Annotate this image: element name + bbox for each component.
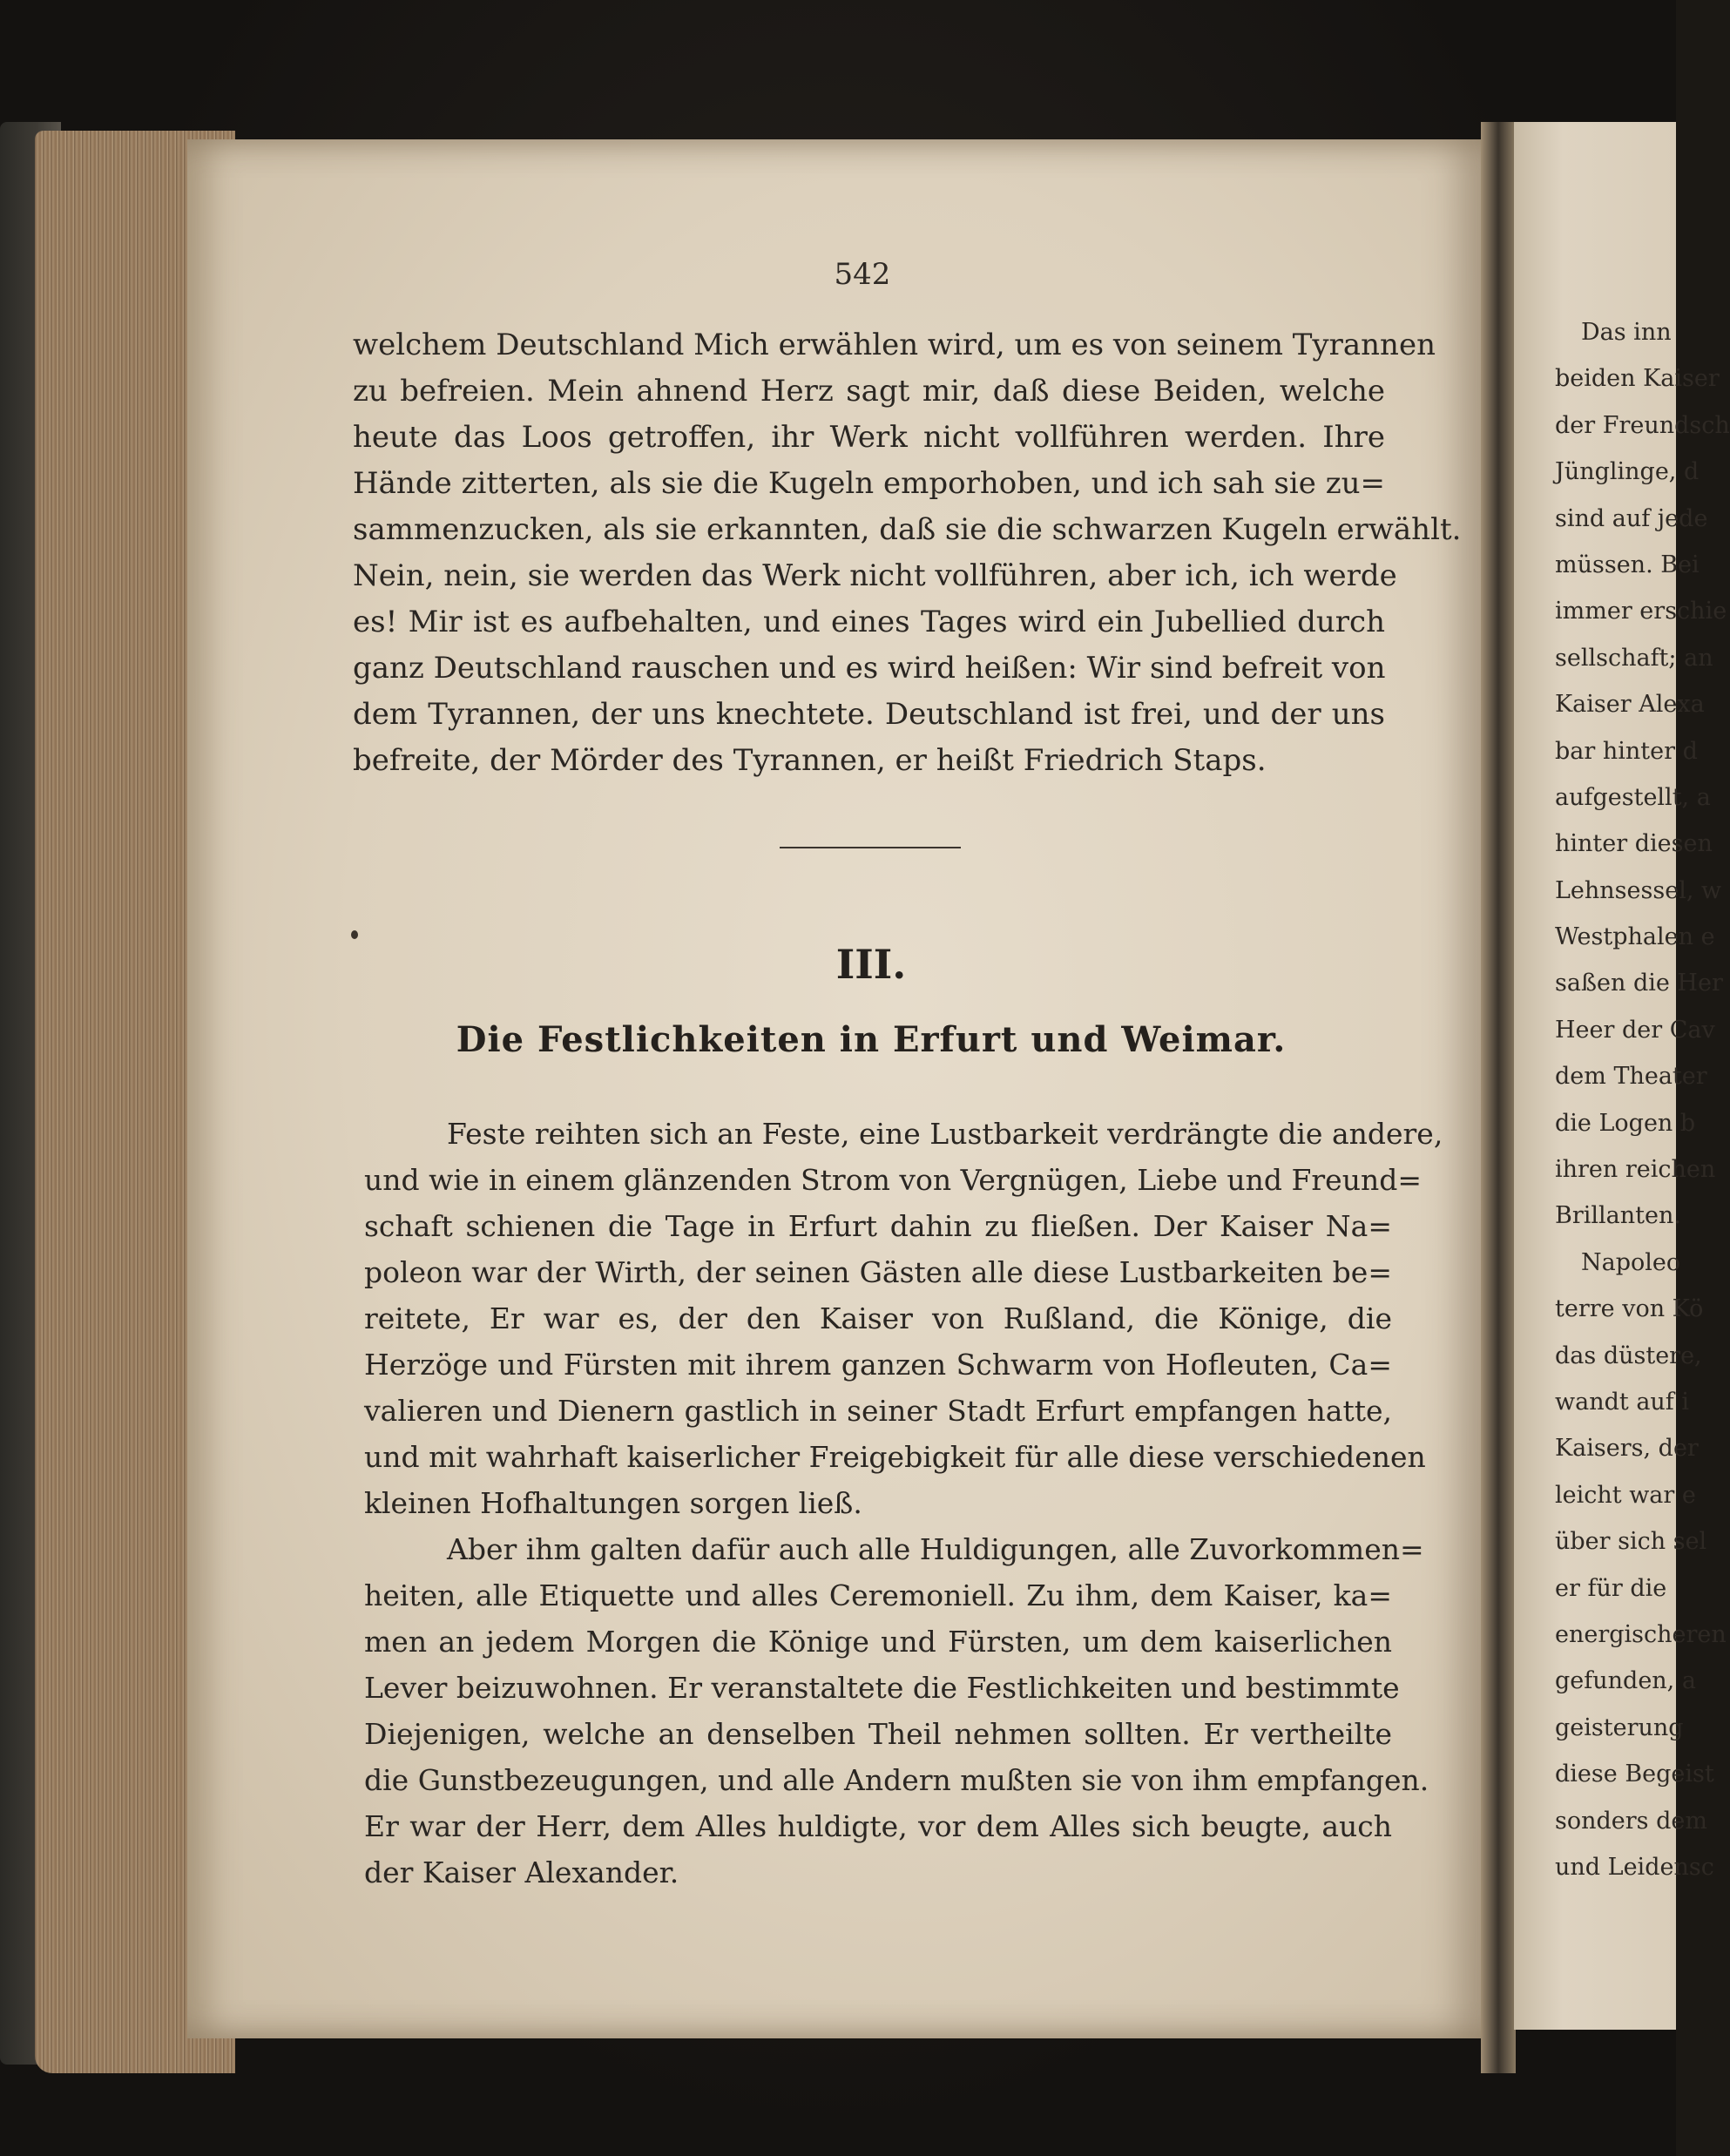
text-line: Hände zitterten, als sie die Kugeln emporhoben, und ich sah sie zu= bbox=[353, 466, 1385, 501]
right-text-line: Kaiser Alexa bbox=[1555, 691, 1705, 719]
text-line: und mit wahrhaft kaiserlicher Freigebigkeit für alle diese verschiedenen bbox=[364, 1440, 1426, 1474]
text-line: kleinen Hofhaltungen sorgen ließ. bbox=[364, 1486, 862, 1520]
book-gutter bbox=[1481, 122, 1516, 2073]
body-text bbox=[364, 1111, 1443, 1896]
right-text-line: sonders dem bbox=[1555, 1807, 1707, 1835]
right-text-line: Jünglinge, d bbox=[1555, 458, 1700, 486]
text-line: reitete, Er war es, der den Kaiser von Rußland, die Könige, die bbox=[364, 1301, 1392, 1335]
text-line: es! Mir ist es aufbehalten, und eines Tages wird ein Jubellied durch bbox=[353, 605, 1385, 639]
text-line: die Gunstbezeugungen, und alle Andern mußten sie von ihm empfangen. bbox=[364, 1763, 1429, 1797]
right-text-line: die Logen b bbox=[1555, 1109, 1696, 1137]
right-text-line: beiden Kaiser bbox=[1555, 365, 1720, 393]
right-text-line: sind auf jede bbox=[1555, 504, 1708, 532]
right-text-line: bar hinter d bbox=[1555, 737, 1698, 765]
right-text-line: ihren reichen bbox=[1555, 1156, 1716, 1184]
right-text-line: saßen die Her bbox=[1555, 970, 1723, 997]
right-text-line: sellschaft; an bbox=[1555, 644, 1713, 672]
page-number: 542 bbox=[834, 257, 891, 292]
text-line: ganz Deutschland rauschen und es wird heißen: Wir sind befreit von bbox=[353, 651, 1386, 686]
right-text-line: dem Theater bbox=[1555, 1063, 1707, 1091]
right-text-line: leicht war e bbox=[1555, 1481, 1696, 1509]
text-line: und wie in einem glänzenden Strom von Vergnügen, Liebe und Freund= bbox=[364, 1163, 1422, 1197]
right-text-line: geisterung bbox=[1555, 1713, 1684, 1741]
text-line: Aber ihm galten dafür auch alle Huldigungen, alle Zuvorkommen= bbox=[447, 1532, 1424, 1566]
right-text-line: und Leidensc bbox=[1555, 1853, 1714, 1881]
right-text-line: Heer der Cav bbox=[1555, 1016, 1715, 1044]
paragraph-3 bbox=[364, 1526, 1429, 1896]
right-text-line: das düstere, bbox=[1555, 1342, 1702, 1369]
right-text-line: Brillanten. bbox=[1555, 1202, 1681, 1230]
right-text-line: wandt auf i bbox=[1555, 1388, 1690, 1416]
text-line: schaft schienen die Tage in Erfurt dahin zu fließen. Der Kaiser Na= bbox=[364, 1209, 1392, 1243]
text-line: befreite, der Mörder des Tyrannen, er heißt Friedrich Staps. bbox=[353, 743, 1267, 778]
text-line: heiten, alle Etiquette und alles Ceremoniell. Zu ihm, dem Kaiser, ka= bbox=[364, 1578, 1392, 1612]
right-text-line: Westphalen e bbox=[1555, 923, 1715, 951]
right-text-line: hinter diesen bbox=[1555, 830, 1713, 858]
text-line: poleon war der Wirth, der seinen Gästen alle diese Lustbarkeiten be= bbox=[364, 1255, 1392, 1289]
right-text-line: über sich sel bbox=[1555, 1528, 1707, 1556]
right-text-line: gefunden, a bbox=[1555, 1667, 1696, 1695]
right-text-line: diese Begeist bbox=[1555, 1761, 1714, 1788]
right-text-line: Lehnsessel, w bbox=[1555, 876, 1722, 904]
text-line: Herzöge und Fürsten mit ihrem ganzen Schwarm von Hofleuten, Ca= bbox=[364, 1348, 1392, 1382]
text-line: der Kaiser Alexander. bbox=[364, 1855, 679, 1889]
right-text-line: immer erschie bbox=[1555, 598, 1727, 625]
right-page-text bbox=[1555, 309, 1730, 1890]
right-text-line: müssen. Bei bbox=[1555, 551, 1700, 578]
section-number: III. bbox=[835, 941, 907, 988]
text-line: heute das Loos getroffen, ihr Werk nicht vollführen werden. Ihre bbox=[353, 420, 1385, 455]
paragraph-2 bbox=[364, 1111, 1443, 1526]
section-title: Die Festlichkeiten in Erfurt und Weimar. bbox=[456, 1019, 1287, 1060]
text-line: welchem Deutschland Mich erwählen wird, um es von seinem Tyrannen bbox=[353, 328, 1436, 362]
paragraph-1 bbox=[353, 322, 1462, 784]
right-text-line: terre von Kö bbox=[1555, 1295, 1704, 1323]
right-text-line: der Freundsch bbox=[1555, 411, 1730, 439]
text-line: men an jedem Morgen die Könige und Fürsten, um dem kaiserlichen bbox=[364, 1625, 1392, 1659]
right-text-line: Napoleo bbox=[1581, 1248, 1681, 1276]
text-line: Nein, nein, sie werden das Werk nicht vollführen, aber ich, ich werde bbox=[353, 558, 1397, 593]
section-divider bbox=[780, 847, 961, 848]
text-line: Lever beizuwohnen. Er veranstaltete die Festlichkeiten und bestimmte bbox=[364, 1671, 1400, 1705]
ink-mark bbox=[351, 930, 358, 939]
right-text-line: Das inn bbox=[1581, 319, 1672, 346]
text-line: dem Tyrannen, der uns knechtete. Deutschland ist frei, und der uns bbox=[353, 697, 1385, 732]
text-line: Er war der Herr, dem Alles huldigte, vor dem Alles sich beugte, auch bbox=[364, 1809, 1392, 1843]
text-line: Feste reihten sich an Feste, eine Lustbarkeit verdrängte die andere, bbox=[447, 1117, 1443, 1151]
text-line: Diejenigen, welche an denselben Theil nehmen sollten. Er vertheilte bbox=[364, 1717, 1392, 1751]
text-line: sammenzucken, als sie erkannten, daß sie die schwarzen Kugeln erwählt. bbox=[353, 512, 1462, 547]
right-text-line: aufgestellt, a bbox=[1555, 783, 1711, 811]
text-line: zu befreien. Mein ahnend Herz sagt mir, daß diese Beiden, welche bbox=[353, 374, 1385, 409]
text-line: valieren und Dienern gastlich in seiner Stadt Erfurt empfangen hatte, bbox=[364, 1394, 1392, 1428]
right-text-line: energischeren bbox=[1555, 1620, 1727, 1648]
right-text-line: er für die bbox=[1555, 1574, 1667, 1602]
right-text-line: Kaisers, der bbox=[1555, 1435, 1699, 1463]
